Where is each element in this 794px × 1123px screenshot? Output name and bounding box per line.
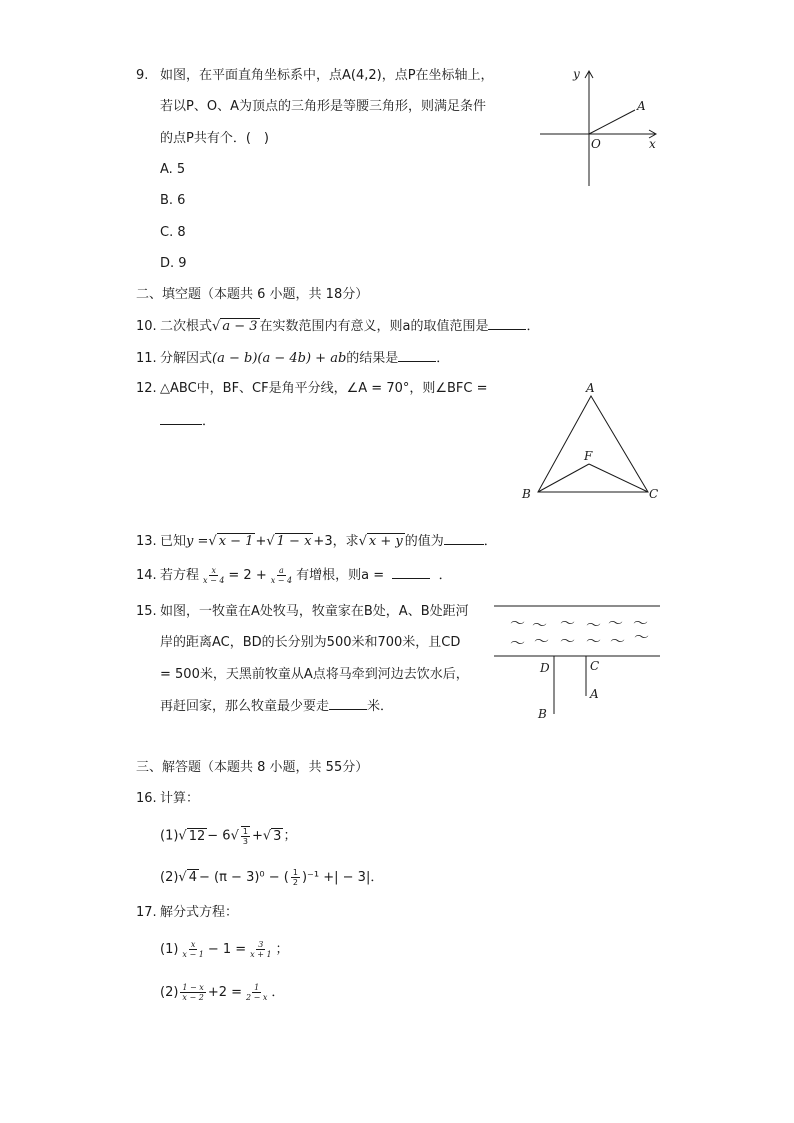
q17-part1-fraction-2-numerator: 3 xyxy=(258,940,264,949)
q16-part2-label: (2) xyxy=(160,870,179,885)
q15-line2: 岸的距离AC，BD的长分别为500米和700米，且CD xyxy=(160,635,461,650)
q16-part2-fraction-denominator: 2 xyxy=(292,878,298,887)
q13-end: ． xyxy=(483,534,497,549)
q11-end: ． xyxy=(436,351,450,366)
q15-wave-3: ～ xyxy=(560,614,576,632)
q10 xyxy=(136,317,539,336)
q14-eq: = 2 + xyxy=(228,568,267,583)
q12-label-b: B xyxy=(522,487,531,501)
q10-answer-blank[interactable] xyxy=(488,317,526,330)
q16-part1-fraction-numerator: 1 xyxy=(242,827,248,836)
q15-number: 15. xyxy=(136,604,157,619)
q14-answer-blank[interactable] xyxy=(392,566,430,579)
q16-part2-radical: √ xyxy=(178,870,187,885)
q13-radicand-3: x + y xyxy=(368,534,403,549)
q9-label-o: O xyxy=(591,137,601,151)
q15-wave-1: ～ xyxy=(510,614,526,632)
q17-part2-fraction-2-numerator: 1 xyxy=(254,983,260,992)
q16-part1-radicand-3: 3 xyxy=(273,828,282,844)
q15-text-line1: 如图，一牧童在A处牧马，牧童家在B处，A、B处距河 xyxy=(160,604,469,619)
q13 xyxy=(136,532,497,551)
q10-pre: 二次根式 xyxy=(160,319,213,334)
q9-option-b: B. 6 xyxy=(160,193,186,208)
q16-part1-end: ； xyxy=(283,828,297,844)
q15-wave-10: ～ xyxy=(586,632,602,650)
q16-part2-rest1: − (π − 3)⁰ − ( xyxy=(199,870,289,885)
q17-part1-fraction-2 xyxy=(248,940,273,959)
q17-part1-fraction-2-denominator: x + 1 xyxy=(250,950,272,959)
q11-pre: 分解因式 xyxy=(160,351,213,366)
q10-end: ． xyxy=(526,319,540,334)
q16-part1 xyxy=(160,826,296,846)
q16-part2-fraction xyxy=(291,868,300,887)
q16-part2 xyxy=(160,868,383,887)
q16-part2-rest2: )⁻¹ +| − 3|． xyxy=(301,870,384,885)
q17-part2-fraction-2-denominator: 2 − x xyxy=(246,993,268,1002)
q12-label-c: C xyxy=(649,487,659,501)
q12-label-a: A xyxy=(586,381,595,395)
q9-line2: 若以P、O、A为顶点的三角形是等腰三角形，则满足条件 xyxy=(160,99,486,114)
q14-end: ． xyxy=(438,568,452,583)
q17-part1-end: ； xyxy=(275,942,289,957)
q17-title: 解分式方程： xyxy=(160,905,239,920)
q13-radical-2: √ xyxy=(266,534,275,549)
q16-part1-radical-2: √ xyxy=(230,828,239,844)
q15-text-line4: 再赶回家，那么牧童最少要走 xyxy=(160,699,330,714)
q15-wave-2: ～ xyxy=(532,616,548,634)
q12-text: △ABC中，BF、CF是角平分线，∠A = 70°，则∠BFC = xyxy=(160,381,488,396)
q13-radical-3: √ xyxy=(358,534,367,549)
q17-part2-fraction-1 xyxy=(180,983,205,1002)
q13-post: 的值为 xyxy=(404,534,444,549)
q12-answer-blank[interactable] xyxy=(160,412,202,425)
q11-answer-blank[interactable] xyxy=(398,349,436,362)
section-2-heading: 二、填空题（本题共 6 小题，共 18分） xyxy=(136,287,369,302)
q13-answer-blank[interactable] xyxy=(444,532,484,545)
q10-post: 在实数范围内有意义，则a的取值范围是 xyxy=(259,319,489,334)
q9-label-y: y xyxy=(573,67,580,81)
q17-part1-mid: − 1 = xyxy=(207,942,247,957)
q16-part1-radicand-1: 12 xyxy=(188,828,206,844)
q14-post: 有增根，则a = xyxy=(296,568,385,583)
q15-wave-8: ～ xyxy=(534,632,550,650)
q14-pre: 若方程 xyxy=(160,568,200,583)
q13-radicand-2: 1 − x xyxy=(276,534,312,549)
q13-mid: +3，求 xyxy=(313,534,359,549)
q15-river-figure xyxy=(490,600,662,724)
q12-triangle-abc xyxy=(538,396,648,492)
q15-line4-end: 米． xyxy=(367,699,394,714)
q17-part2 xyxy=(160,983,284,1002)
q16-title: 计算： xyxy=(160,791,200,806)
q14 xyxy=(136,566,452,585)
q13-pre: 已知 xyxy=(160,534,187,549)
q9-option-a: A. 5 xyxy=(160,162,186,177)
q12-line2 xyxy=(160,412,215,431)
q11-post: 的结果是 xyxy=(346,351,399,366)
q9-line1 xyxy=(136,67,494,85)
q16-part1-radical-1: √ xyxy=(178,828,187,844)
q15-answer-blank[interactable] xyxy=(329,697,367,710)
q9-number: 9. xyxy=(136,68,149,83)
q17-part2-end: ． xyxy=(271,985,285,1000)
q14-number: 14. xyxy=(136,568,157,583)
q17-part2-fraction-1-numerator: 1 − x xyxy=(182,983,204,992)
q17-part1-fraction-1-denominator: x − 1 xyxy=(182,950,204,959)
q17-part2-fraction-2 xyxy=(244,983,269,1002)
q17-title-line xyxy=(136,904,238,922)
q14-fraction-1-denominator: x − 4 xyxy=(203,576,225,585)
q15-wave-12: ～ xyxy=(634,628,650,646)
q13-radical-1: √ xyxy=(208,534,217,549)
q16-part2-radicand: 4 xyxy=(188,870,197,885)
q15-wave-4: ～ xyxy=(586,616,602,634)
q12-triangle-figure xyxy=(518,380,663,505)
q16-part1-plus: + xyxy=(251,828,263,844)
q15-label-a: A xyxy=(590,687,599,701)
q16-part1-fraction xyxy=(241,826,250,846)
q9-coordinate-figure xyxy=(535,62,665,190)
q15-wave-9: ～ xyxy=(560,632,576,650)
q15-wave-6: ～ xyxy=(633,614,649,632)
q10-radicand: a − 3 xyxy=(222,319,258,334)
q9-label-a: A xyxy=(637,99,646,113)
q11-number: 11. xyxy=(136,351,157,366)
q15-label-d: D xyxy=(540,661,550,675)
q15-line4 xyxy=(160,697,393,716)
q12-number: 12. xyxy=(136,381,157,396)
q10-number: 10. xyxy=(136,319,157,334)
q15-wave-5: ～ xyxy=(608,614,624,632)
q17-part1 xyxy=(160,940,289,959)
q12-end: ． xyxy=(202,414,216,429)
q16-part1-minus: − 6 xyxy=(207,828,231,844)
q17-part1-fraction-1-numerator: x xyxy=(190,940,196,949)
q17-part1-fraction-1 xyxy=(180,940,205,959)
q15-wave-7: ～ xyxy=(510,634,526,652)
q14-fraction-2-denominator: x − 4 xyxy=(270,576,293,585)
q9-label-x: x xyxy=(649,137,656,151)
q9-line3: 的点P共有个．( ) xyxy=(160,131,269,146)
q15-line3: = 500米，天黑前牧童从A点将马牵到河边去饮水后， xyxy=(160,667,469,682)
q14-fraction-2-numerator: a xyxy=(279,566,284,575)
q10-radical-sign: √ xyxy=(212,319,221,334)
q9-text-line1: 如图，在平面直角坐标系中，点A(4,2)，点P在坐标轴上， xyxy=(160,68,494,83)
q9-segment-oa xyxy=(589,110,635,134)
q11-expression: (a − b)(a − 4b) + ab xyxy=(212,351,347,366)
q13-number: 13. xyxy=(136,534,157,549)
q17-part2-fraction-1-denominator: x − 2 xyxy=(182,993,204,1002)
q17-number: 17. xyxy=(136,905,157,920)
q16-number: 16. xyxy=(136,791,157,806)
q17-part1-label: (1) xyxy=(160,942,179,957)
q16-part1-label: (1) xyxy=(160,828,179,844)
q14-fraction-1 xyxy=(201,566,226,585)
q9-option-d: D. 9 xyxy=(160,256,187,271)
q17-part2-label: (2) xyxy=(160,985,179,1000)
q12-line1 xyxy=(136,380,488,398)
q11 xyxy=(136,349,449,368)
q9-option-c: C. 8 xyxy=(160,225,186,240)
q13-radicand-1: x − 1 xyxy=(218,534,254,549)
q14-fraction-1-numerator: x xyxy=(211,566,216,575)
q15-label-c: C xyxy=(590,659,600,673)
q14-fraction-2 xyxy=(269,566,294,585)
q16-title-line xyxy=(136,790,199,808)
q15-label-b: B xyxy=(538,707,547,721)
q12-label-f: F xyxy=(584,449,593,463)
q16-part1-fraction-denominator: 3 xyxy=(242,837,248,846)
q13-plus: + xyxy=(255,534,267,549)
q13-y: y = xyxy=(186,534,209,549)
q16-part1-radical-3: √ xyxy=(262,828,272,844)
q15-line1 xyxy=(136,603,469,621)
q15-wave-11: ～ xyxy=(610,632,626,650)
q17-part2-mid: +2 = xyxy=(207,985,243,1000)
q16-part2-fraction-numerator: 1 xyxy=(292,868,298,877)
section-3-heading: 三、解答题（本题共 8 小题，共 55分） xyxy=(136,760,369,775)
